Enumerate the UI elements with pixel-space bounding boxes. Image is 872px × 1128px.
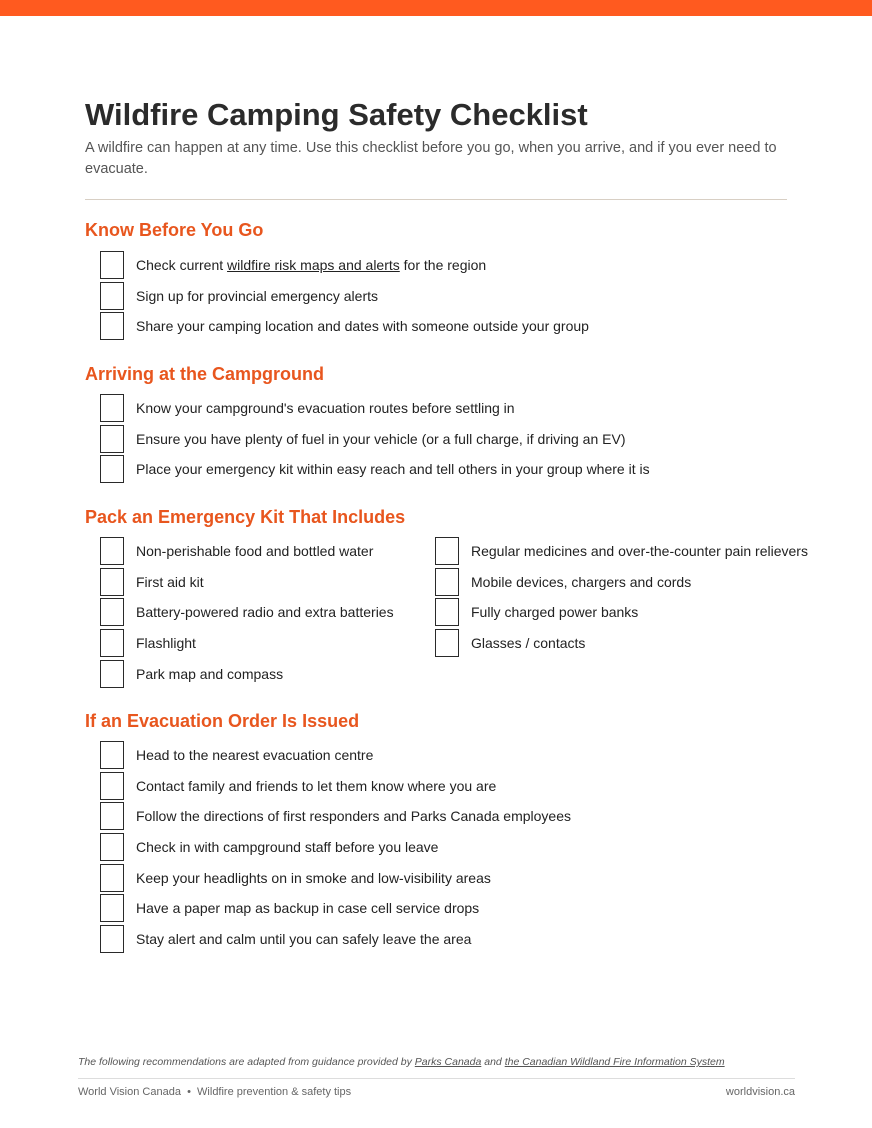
checklist-item <box>100 393 650 424</box>
checkbox[interactable] <box>100 568 124 596</box>
checkbox[interactable] <box>100 925 124 953</box>
checklist-kit-left <box>100 536 394 689</box>
item-label: Check current wildfire risk maps and alerts for the region <box>136 257 487 274</box>
item-label: First aid kit <box>136 573 204 590</box>
checklist-item <box>100 658 394 689</box>
item-label: Battery-powered radio and extra batteries <box>136 604 394 621</box>
footer-org: World Vision Canada <box>78 1086 181 1098</box>
section-heading-evac: If an Evacuation Order Is Issued <box>85 711 360 731</box>
checkbox[interactable] <box>100 864 124 892</box>
checklist-item <box>100 281 589 312</box>
item-label: Know your campground's evacuation routes before settling in <box>136 400 515 417</box>
item-label: Stay alert and calm until you can safely leave the area <box>136 930 472 947</box>
section-heading-arriving: Arriving at the Campground <box>85 364 325 384</box>
intro-text: A wildfire can happen at any time. Use this checklist before you go, when you arrive, and if you ever need to evacuate. <box>85 140 777 177</box>
checkbox[interactable] <box>100 251 124 279</box>
checklist-item <box>100 536 394 567</box>
footer-separator: • <box>187 1086 191 1098</box>
checkbox[interactable] <box>100 741 124 769</box>
checklist-kit-right <box>435 536 808 658</box>
item-label: Keep your headlights on in smoke and low-visibility areas <box>136 869 491 886</box>
item-label: Regular medicines and over-the-counter pain relievers <box>471 543 808 560</box>
checklist-item <box>100 250 589 281</box>
checkbox[interactable] <box>100 660 124 688</box>
item-label: Have a paper map as backup in case cell service drops <box>136 900 480 917</box>
item-label: Mobile devices, chargers and cords <box>471 573 692 590</box>
checklist-item <box>100 454 650 485</box>
checklist-item <box>435 567 808 598</box>
checkbox[interactable] <box>435 629 459 657</box>
checkbox[interactable] <box>100 629 124 657</box>
footer-left <box>78 1086 351 1098</box>
checklist-item <box>100 862 571 893</box>
top-accent-bar <box>0 0 872 16</box>
checklist-item <box>435 597 808 628</box>
checklist-item <box>435 536 808 567</box>
checklist-item <box>100 771 571 802</box>
checkbox[interactable] <box>100 282 124 310</box>
checklist-item <box>100 740 571 771</box>
item-label: Contact family and friends to let them know where you are <box>136 777 497 794</box>
item-label: Park map and compass <box>136 665 284 682</box>
checklist-item <box>100 424 650 455</box>
parks-canada-link[interactable]: Parks Canada <box>414 1056 482 1068</box>
checkbox[interactable] <box>100 598 124 626</box>
page-title: Wildfire Camping Safety Checklist <box>85 97 588 132</box>
checklist-item <box>100 628 394 659</box>
checkbox[interactable] <box>435 568 459 596</box>
checklist-arriving <box>100 393 650 485</box>
footer-divider <box>78 1078 795 1079</box>
footer-topic: Wildfire prevention & safety tips <box>197 1086 352 1098</box>
cwfis-link[interactable]: the Canadian Wildland Fire Information System <box>504 1056 725 1068</box>
item-label: Head to the nearest evacuation centre <box>136 747 374 764</box>
checkbox[interactable] <box>100 802 124 830</box>
checkbox[interactable] <box>100 772 124 800</box>
section-heading-kit: Pack an Emergency Kit That Includes <box>85 507 406 527</box>
checklist-item <box>435 628 808 659</box>
checklist-item <box>100 801 571 832</box>
item-label: Check in with campground staff before you leave <box>136 839 439 856</box>
checklist-before <box>100 250 589 342</box>
item-label: Place your emergency kit within easy reach and tell others in your group where it is <box>136 461 650 478</box>
checkbox[interactable] <box>100 455 124 483</box>
item-label: Ensure you have plenty of fuel in your vehicle (or a full charge, if driving an EV) <box>136 430 626 447</box>
checklist-item <box>100 832 571 863</box>
checklist-item <box>100 597 394 628</box>
checklist-item <box>100 924 571 955</box>
footer-site: worldvision.ca <box>725 1086 795 1098</box>
checkbox[interactable] <box>100 394 124 422</box>
item-label: Glasses / contacts <box>471 635 586 652</box>
item-label: Flashlight <box>136 635 196 652</box>
item-label: Non-perishable food and bottled water <box>136 543 374 560</box>
divider <box>85 199 787 200</box>
checkbox[interactable] <box>435 598 459 626</box>
checkbox[interactable] <box>100 894 124 922</box>
item-label: Fully charged power banks <box>471 604 639 621</box>
item-label: Follow the directions of first responders and Parks Canada employees <box>136 808 571 825</box>
checkbox[interactable] <box>100 833 124 861</box>
checklist-item <box>100 567 394 598</box>
section-heading-before: Know Before You Go <box>85 220 264 240</box>
checkbox[interactable] <box>100 537 124 565</box>
checklist-item <box>100 893 571 924</box>
checklist-item <box>100 311 589 342</box>
checklist-evac <box>100 740 571 954</box>
checkbox[interactable] <box>100 425 124 453</box>
checkbox[interactable] <box>100 312 124 340</box>
item-label: Sign up for provincial emergency alerts <box>136 287 379 304</box>
risk-maps-link[interactable]: wildfire risk maps and alerts <box>227 257 400 274</box>
checkbox[interactable] <box>435 537 459 565</box>
item-label: Share your camping location and dates with someone outside your group <box>136 318 589 335</box>
source-footnote: The following recommendations are adapted from guidance provided by Parks Canada and the Canadian Wildland Fire Information System <box>78 1056 725 1068</box>
